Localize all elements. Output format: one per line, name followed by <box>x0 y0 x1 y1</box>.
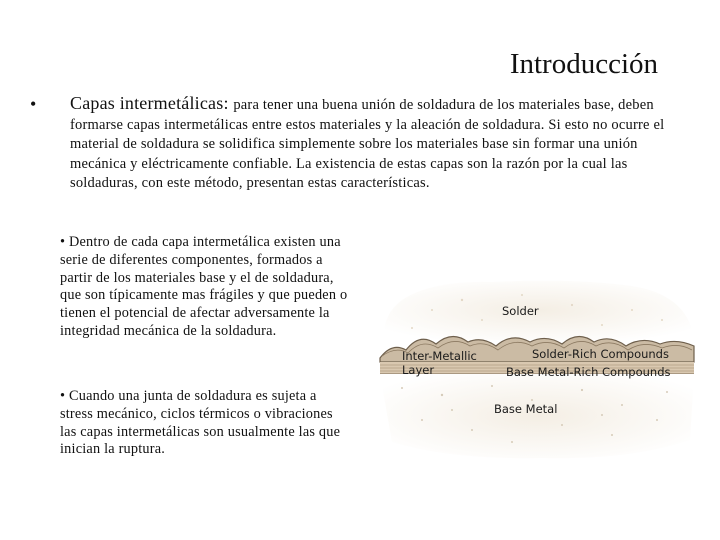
sub-bullet-1: • Dentro de cada capa intermetálica existen una serie de diferentes componentes, formados a partir de los materiales base y el de soldadura, que son típicamente mas frágiles y que pueden o tienen el potencial de afectar adversamente la integridad mecánica de la soldadura. <box>60 234 348 339</box>
sub-bullet-2: • Cuando una junta de soldadura es sujeta a stress mecánico, ciclos térmicos o vibraciones las capas intermetálicas son usualmente las que inician la ruptura. <box>60 388 341 458</box>
intermetallic-label-line2: Layer <box>402 363 435 377</box>
intermetallic-layer-diagram <box>372 270 700 468</box>
main-bullet-text <box>70 94 670 194</box>
main-bullet-body: para tener una buena unión de soldadura de los materiales base, deben formarse capas intermetálicas entre estos materiales y la aleación de soldadura. Si esto no ocurre el material de soldadura se solidifica simplemente sobre los materiales base sin formar una unión mecánica y eléctricamente confiable. La existencia de estas capas son la razón por la cual las soldaduras, con este método, presentan estas características. <box>70 97 665 191</box>
bullet-marker: • <box>30 94 37 114</box>
solder-label: Solder <box>502 304 539 318</box>
slide-title: Introducción <box>509 48 658 80</box>
base-metal-label: Base Metal <box>494 402 558 416</box>
solder-rich-label: Solder-Rich Compounds <box>532 347 669 361</box>
main-bullet-lead: Capas intermetálicas: <box>70 93 234 113</box>
intermetallic-label-line1: Inter-Metallic <box>402 349 477 363</box>
base-metal-region <box>380 374 694 458</box>
base-metal-rich-label: Base Metal-Rich Compounds <box>506 365 671 379</box>
